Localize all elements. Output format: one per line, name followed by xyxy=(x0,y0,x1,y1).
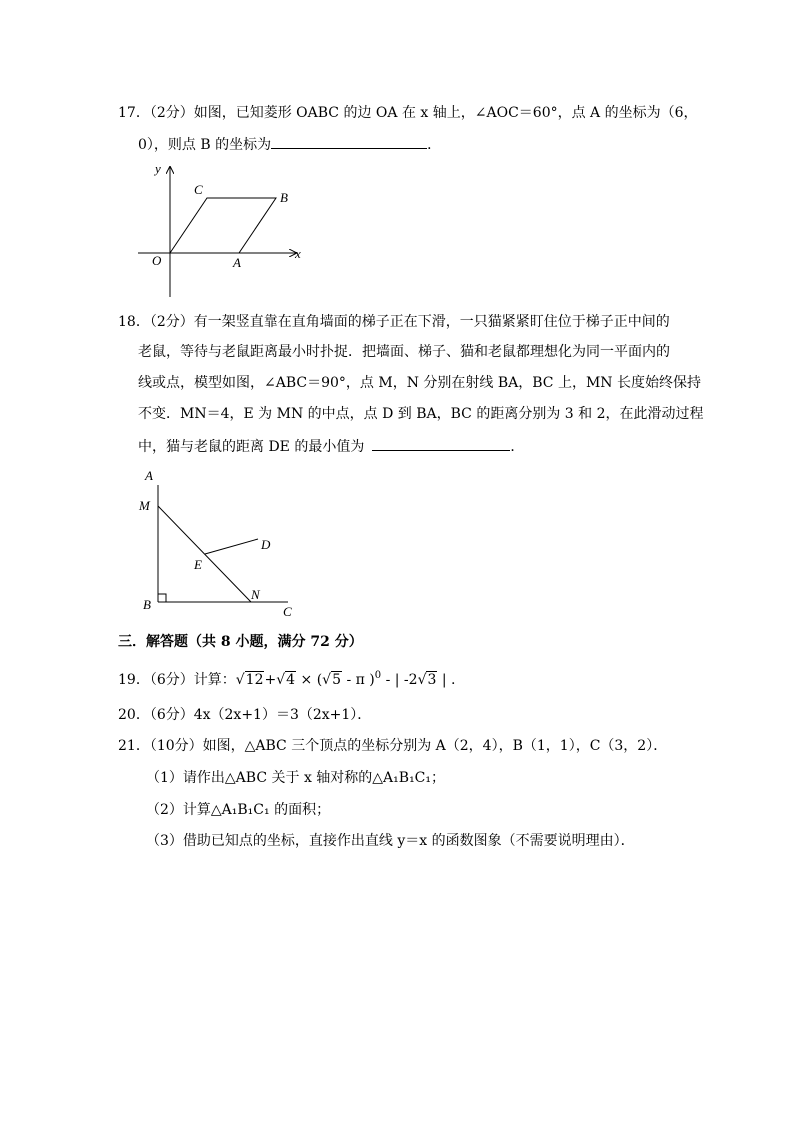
label-m: M xyxy=(139,498,150,513)
right-angle-mark xyxy=(158,594,166,602)
q19-line xyxy=(118,666,455,690)
label-c: C xyxy=(194,182,203,197)
label-c: C xyxy=(283,604,292,617)
q21-sub2: （2）计算△A₁B₁C₁ 的面积； xyxy=(146,802,331,818)
q17-line1: 17．（2分）如图，已知菱形 OABC 的边 OA 在 x 轴上，∠AOC＝60°，点 A 的坐标为（6， xyxy=(118,105,698,121)
q18-ladder-figure xyxy=(138,465,303,617)
section-3-heading: 三．解答题（共 8 小题，满分 72 分） xyxy=(118,634,363,650)
q17-line2 xyxy=(138,134,441,155)
times-paren: × ( xyxy=(296,672,323,688)
label-d: D xyxy=(261,537,271,552)
q18-line3: 线或点，模型如图，∠ABC＝90°，点 M，N 分别在射线 BA，BC 上，MN 长度始终保持 xyxy=(138,375,701,391)
minus-pi: - π ) xyxy=(342,672,375,688)
label-o: O xyxy=(152,253,162,268)
label-e: E xyxy=(194,557,202,572)
sqrt-3: √3 xyxy=(417,672,437,688)
q18-line4: 不变．MN＝4，E 为 MN 的中点，点 D 到 BA，BC 的距离分别为 3 和 2，在此滑动过程 xyxy=(138,406,704,422)
q20-line: 20．（6分）4x（2x+1）＝3（2x+1）． xyxy=(118,707,372,723)
q18-answer-blank[interactable] xyxy=(372,436,510,451)
sqrt-12: √12 xyxy=(235,672,264,688)
q17-line2-end: ． xyxy=(427,137,442,153)
q18-line5-end: ． xyxy=(510,439,525,455)
label-x: x xyxy=(295,246,301,261)
q17-line2-text: 0），则点 B 的坐标为 xyxy=(138,137,272,153)
plus-sign: + xyxy=(264,672,277,688)
q18-line5-text: 中，猫与老鼠的距离 DE 的最小值为 xyxy=(138,439,365,455)
q21-sub3: （3）借助已知点的坐标，直接作出直线 y＝x 的函数图象（不需要说明理由）． xyxy=(146,833,635,849)
segment-ed xyxy=(205,539,258,554)
q19-prefix: 19．（6分）计算： xyxy=(118,672,236,688)
abs-part: - | -2 xyxy=(381,672,418,688)
sqrt-5: √5 xyxy=(322,672,341,688)
exponent-zero: 0 xyxy=(374,670,382,681)
sqrt-4: √4 xyxy=(276,672,296,688)
q18-line2: 老鼠，等待与老鼠距离最小时扑捉．把墙面、梯子、猫和老鼠都理想化为同一平面内的 xyxy=(138,344,670,360)
ladder-mn xyxy=(158,506,251,602)
q17-rhombus-figure xyxy=(130,155,310,303)
rhombus-oabc xyxy=(170,198,276,253)
q21-sub1: （1）请作出△ABC 关于 x 轴对称的△A₁B₁C₁； xyxy=(146,770,446,786)
label-a: A xyxy=(145,468,153,483)
label-b: B xyxy=(143,597,151,612)
label-a: A xyxy=(233,255,241,270)
q18-line1: 18．（2分）有一架竖直靠在直角墙面的梯子正在下滑，一只猫紧紧盯住位于梯子正中间的 xyxy=(118,314,670,330)
q17-answer-blank[interactable] xyxy=(271,134,427,149)
label-y: y xyxy=(155,161,161,176)
q19-end: | . xyxy=(437,672,456,688)
q18-line5 xyxy=(138,436,524,457)
q21-line1: 21．（10分）如图，△ABC 三个顶点的坐标分别为 A（2，4），B（1，1），C（3，2）． xyxy=(118,738,668,754)
label-n: N xyxy=(251,587,260,602)
label-b: B xyxy=(280,190,288,205)
